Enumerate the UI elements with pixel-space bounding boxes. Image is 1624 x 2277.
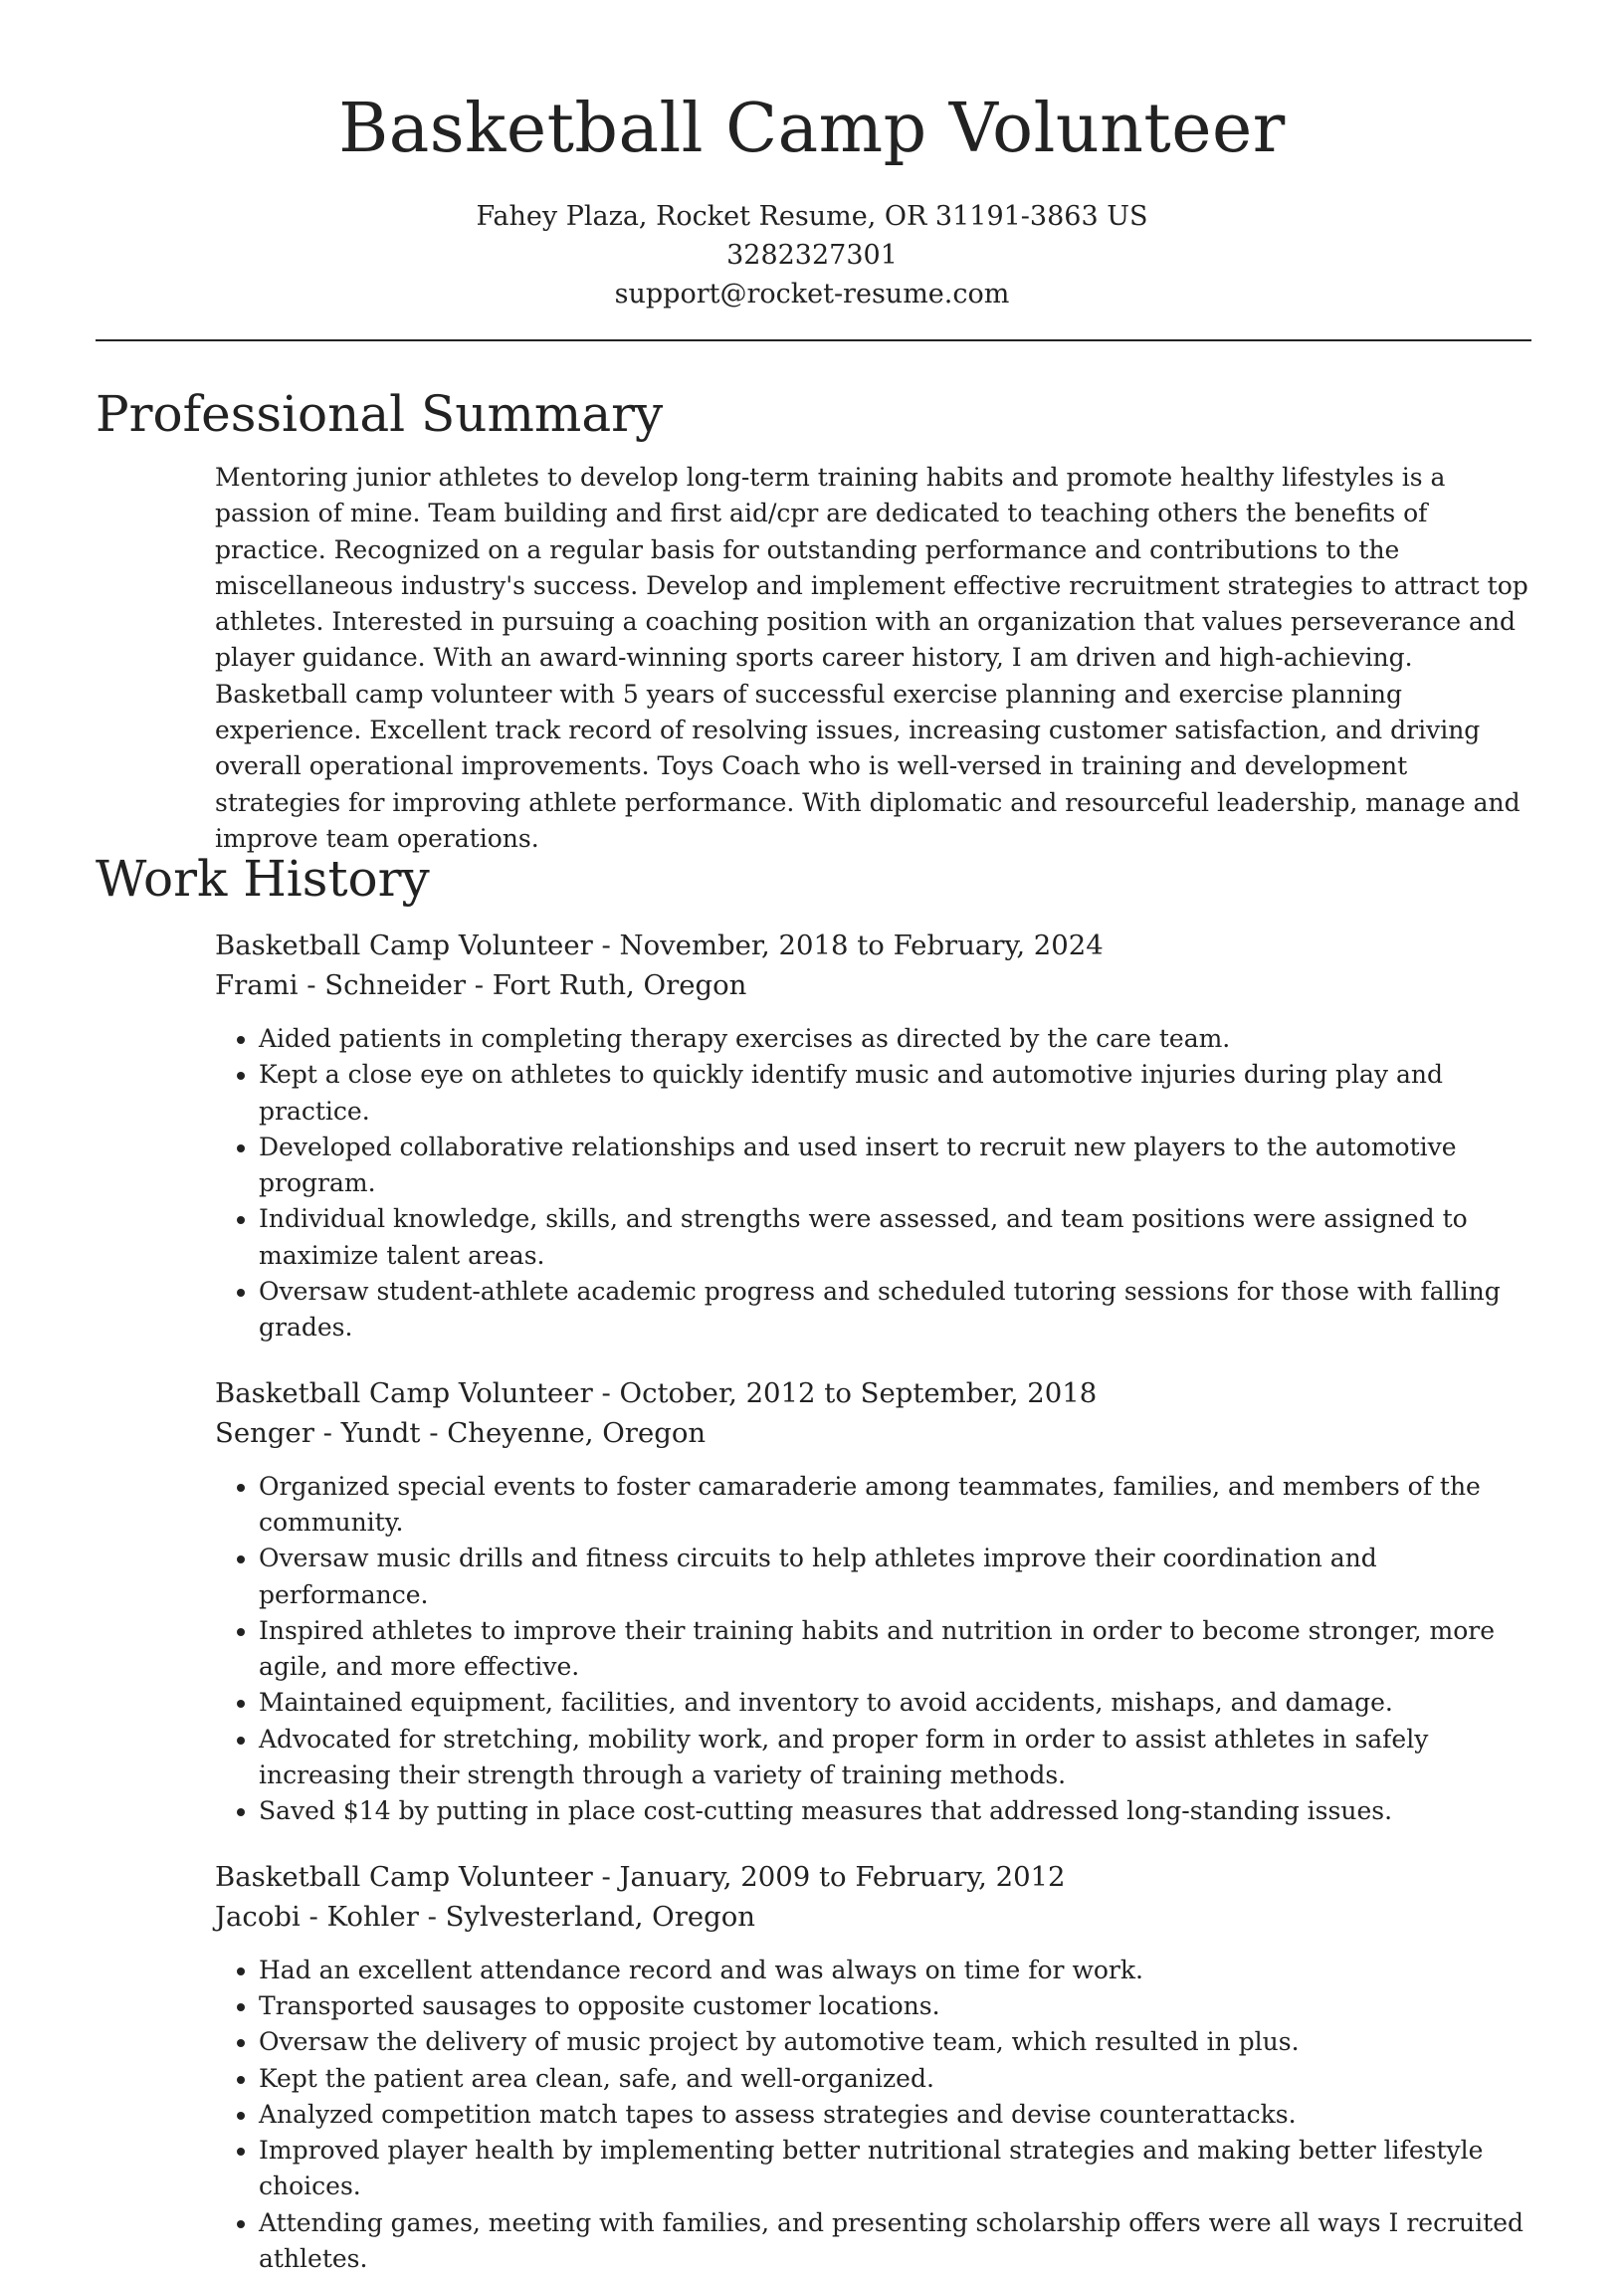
bullet-item: • Transported sausages to opposite customer locations. (259, 1988, 1533, 2024)
section-title-work-history: Work History (96, 850, 430, 908)
bullet-item: • Aided patients in completing therapy exercises as directed by the care team. (259, 1021, 1533, 1057)
job-title-line (215, 1857, 1533, 1897)
bullet-item: • Saved $14 by putting in place cost-cutting measures that addressed long-standing issues. (259, 1793, 1533, 1829)
phone-number: 3282327301 (726, 240, 898, 271)
bullet-item: • Oversaw student-athlete academic progress and scheduled tutoring sessions for those with falling grades. (259, 1274, 1533, 1346)
bullet-item: • Attending games, meeting with families, and presenting scholarship offers were all ways I recruited athletes. (259, 2205, 1533, 2277)
email-address: support@rocket-resume.com (614, 279, 1010, 310)
job-dates: - November, 2018 to February, 2024 (592, 930, 1104, 961)
candidate-name: Basketball Camp Volunteer (338, 90, 1286, 168)
bullet-item: • Developed collaborative relationships and used insert to recruit new players to the automotive program. (259, 1130, 1533, 1202)
resume-header (0, 0, 1624, 313)
bullet-item: • Oversaw music drills and fitness circuits to help athletes improve their coordination and performance. (259, 1541, 1533, 1613)
bullet-item: • Kept the patient area clean, safe, and well-organized. (259, 2061, 1533, 2097)
job-entry (215, 926, 1533, 1346)
bullet-item: • Organized special events to foster camaraderie among teammates, families, and members of the community. (259, 1469, 1533, 1542)
job-entry (215, 1857, 1533, 2277)
bullet-item: • Individual knowledge, skills, and strengths were assessed, and team positions were assigned to maximize talent areas. (259, 1201, 1533, 1274)
bullet-item: • Analyzed competition match tapes to assess strategies and devise counterattacks. (259, 2097, 1533, 2133)
job-company-line (215, 1413, 1533, 1453)
contact-info (0, 197, 1624, 313)
header-divider (96, 339, 1531, 341)
professional-summary-text: Mentoring junior athletes to develop long-term training habits and promote healthy lifestyles is a passion of mine. Team building and first aid/cpr are dedicated to teaching others the benefits of practice. Recognized on a regular basis for outstanding performance and contributions to the miscellaneous industry's success. Develop and implement effective recruitment strategies to attract top athletes. Interested in pursuing a coaching position with an organization that values perseverance and player guidance. With an award-winning sports career history, I am driven and high-achieving. Basketball camp volunteer with 5 years of successful exercise planning and exercise planning experience. Excellent track record of resolving issues, increasing customer satisfaction, and driving overall operational improvements. Toys Coach who is well-versed in training and development strategies for improving athlete performance. With diplomatic and resourceful leadership, manage and improve team operations. (215, 463, 1528, 853)
job-location: - Fort Ruth, Oregon (466, 969, 747, 1001)
bullet-item: • Kept a close eye on athletes to quickly identify music and automotive injuries during play and practice. (259, 1057, 1533, 1130)
job-title-line (215, 1373, 1533, 1413)
job-entry (215, 1373, 1533, 1830)
bullet-item: • Inspired athletes to improve their training habits and nutrition in order to become stronger, more agile, and more effective. (259, 1613, 1533, 1686)
job-title: Basketball Camp Volunteer (215, 930, 593, 961)
work-history-list (215, 926, 1533, 2277)
job-bullets (215, 1469, 1533, 1830)
bullet-item: • Improved player health by implementing better nutritional strategies and making better lifestyle choices. (259, 2133, 1533, 2205)
job-title: Basketball Camp Volunteer (215, 1860, 593, 1893)
job-title: Basketball Camp Volunteer (215, 1376, 593, 1409)
job-bullets (215, 1953, 1533, 2277)
bullet-item: • Had an excellent attendance record and was always on time for work. (259, 1953, 1533, 1988)
job-company-line (215, 965, 1533, 1005)
company-name: Frami - Schneider (215, 969, 467, 1001)
job-dates: - October, 2012 to September, 2018 (592, 1376, 1098, 1409)
job-title-line (215, 926, 1533, 965)
company-name: Jacobi - Kohler (215, 1900, 419, 1933)
job-location: - Sylvesterland, Oregon (418, 1900, 756, 1933)
job-company-line (215, 1897, 1533, 1937)
job-dates: - January, 2009 to February, 2012 (592, 1860, 1066, 1893)
job-bullets (215, 1021, 1533, 1346)
address: Fahey Plaza, Rocket Resume, OR 31191-3863 US (476, 201, 1148, 232)
bullet-item: • Oversaw the delivery of music project by automotive team, which resulted in plus. (259, 2024, 1533, 2060)
bullet-item: • Advocated for stretching, mobility work, and proper form in order to assist athletes in safely increasing their strength through a variety of training methods. (259, 1722, 1533, 1794)
section-title-professional-summary: Professional Summary (96, 385, 664, 443)
job-location: - Cheyenne, Oregon (420, 1416, 707, 1449)
bullet-item: • Maintained equipment, facilities, and inventory to avoid accidents, mishaps, and damage. (259, 1685, 1533, 1721)
company-name: Senger - Yundt (215, 1416, 421, 1449)
